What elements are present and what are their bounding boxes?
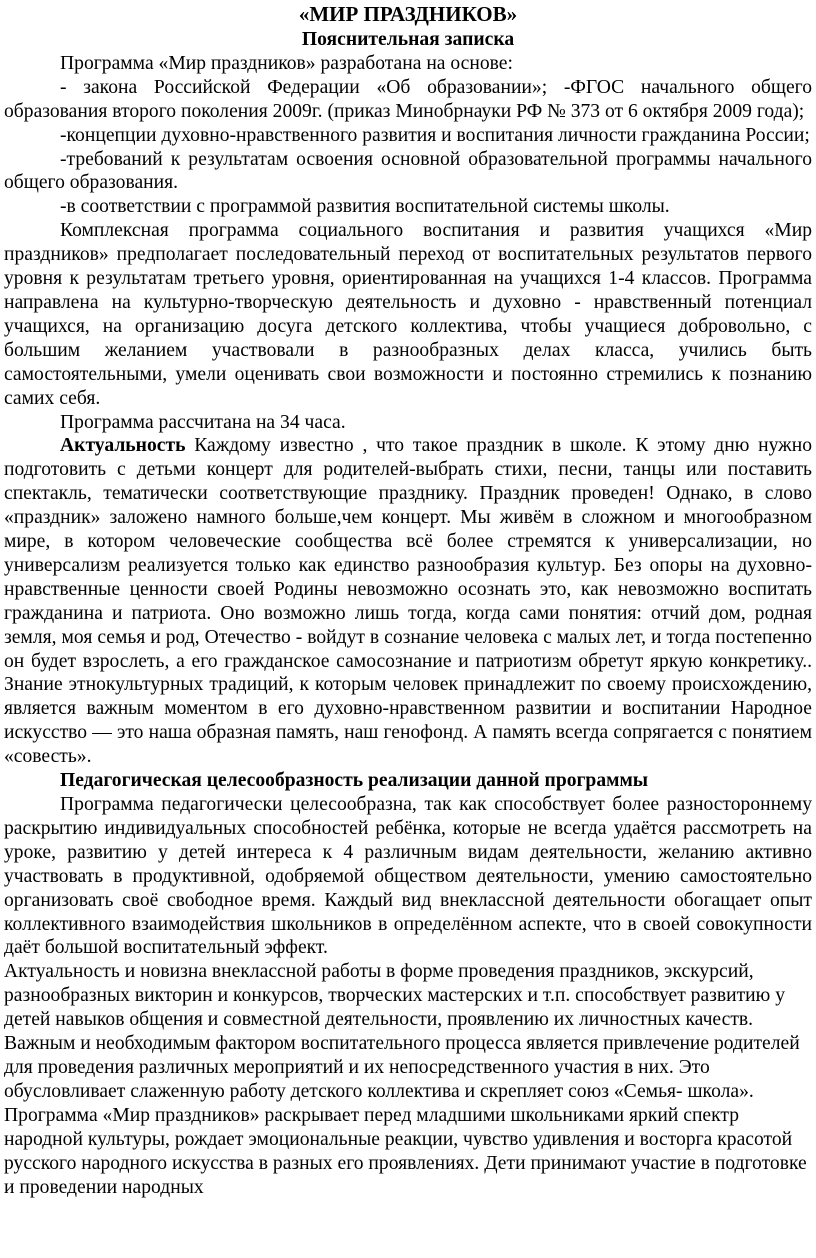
- pedagogy-heading: Педагогическая целесообразность реализации данной программы: [60, 770, 649, 792]
- actuality-label: Актуальность: [60, 435, 186, 457]
- program-description-paragraph: Комплексная программа социального воспитания и развития учащихся «Мир праздников» предполагает последовательный переход от воспитательных результатов первого уровня к результатам третьего уровня, ориентированная на учащихся 1-4 классов. Программа направлена на культурно-творческую деятельность и духовно - нравственный потенциал учащихся, на организацию досуга детского коллектива, чтобы учащиеся добровольно, с большим желанием участвовали в разнообразных делах класса, учились быть самостоятельными, умели оценивать свои возможности и постоянно стремились к познанию самих себя.: [4, 220, 812, 409]
- concept-paragraph: -концепции духовно-нравственного развития и воспитания личности гражданина России;: [60, 124, 810, 146]
- pedagogy-paragraph: Программа педагогически целесообразна, так как способствует более разностороннему раскрытию индивидуальных способностей ребёнка, которые не всегда удаётся рассмотреть на уроке, развитию у детей интереса к 4 различным видам деятельности, желанию активно участвовать в продуктивной, одобряемой обществом деятельности, умению самостоятельно организовать своё свободное время. Каждый вид внеклассной деятельности обогащает опыт коллективного взаимодействия школьников в определённом аспекте, что в своей совокупности даёт большой воспитательный эффект.: [4, 794, 812, 959]
- actuality-text: Каждому известно , что такое праздник в школе. К этому дню нужно подготовить с детьми концерт для родителей-выбрать стихи, песни, танцы или поставить спектакль, тематически соответствующие празднику. Праздник проведен! Однако, в слово «праздник» заложено намного больше,чем концерт. Мы живём в сложном и многообразном мире, в котором человеческие сообщества всё более стремятся к универсализации, но универсализм реализуется только как единство разнообразия культур. Без опоры на духовно- нравственные ценности своей Родины невозможно осознать это, как невозможно воспитать гражданина и патриота. Оно возможно лишь тогда, когда сами понятия: отчий дом, родная земля, моя семья и род, Отечество - войдут в сознание человека с малых лет, и тогда постепенно он будет взрослеть, а его гражданское самосознание и патриотизм обретут яркую конкретику.. Знание этнокультурных традиций, к которым человек принадлежит по своему происхождению, является важным моментом в его духовно-нравственном развитии и воспитании Народное искусство — это наша образная память, наш генофонд. А память всегда сопрягается с понятием «совесть».: [4, 435, 812, 768]
- school-program-paragraph: -в соответствии с программой развития воспитательной системы школы.: [60, 196, 670, 218]
- intro-paragraph: Программа «Мир праздников» разработана на основе:: [60, 52, 513, 74]
- document-subtitle: Пояснительная записка: [301, 29, 515, 50]
- hours-paragraph: Программа рассчитана на 34 часа.: [60, 411, 346, 433]
- actuality-paragraph: [4, 434, 812, 769]
- requirements-paragraph: -требований к результатам освоения основной образовательной программы начального общего образования.: [4, 148, 812, 194]
- document-title: «МИР ПРАЗДНИКОВ»: [298, 2, 518, 26]
- law-paragraph: - закона Российской Федерации «Об образовании»; -ФГОС начального общего образования второго поколения 2009г. (приказ Минобрнауки РФ № 373 от 6 октября 2009 года);: [4, 76, 812, 122]
- closing-paragraph: Актуальность и новизна внеклассной работы в форме проведения праздников, экскурсий, разнообразных викторин и конкурсов, творческих мастерских и т.п. способствует развитию у детей навыков общения и совместной деятельности, проявлению их личностных качеств. Важным и необходимым фактором воспитательного процесса является привлечение родителей для проведения различных мероприятий и их непосредственного участия в них. Это обусловливает слаженную работу детского коллектива и скрепляет союз «Семья- школа». Программа «Мир праздников» раскрывает перед младшими школьниками яркий спектр народной культуры, рождает эмоциональные реакции, чувство удивления и восторга красотой русского народного искусства в разных его проявлениях. Дети принимают участие в подготовке и проведении народных: [4, 961, 807, 1198]
